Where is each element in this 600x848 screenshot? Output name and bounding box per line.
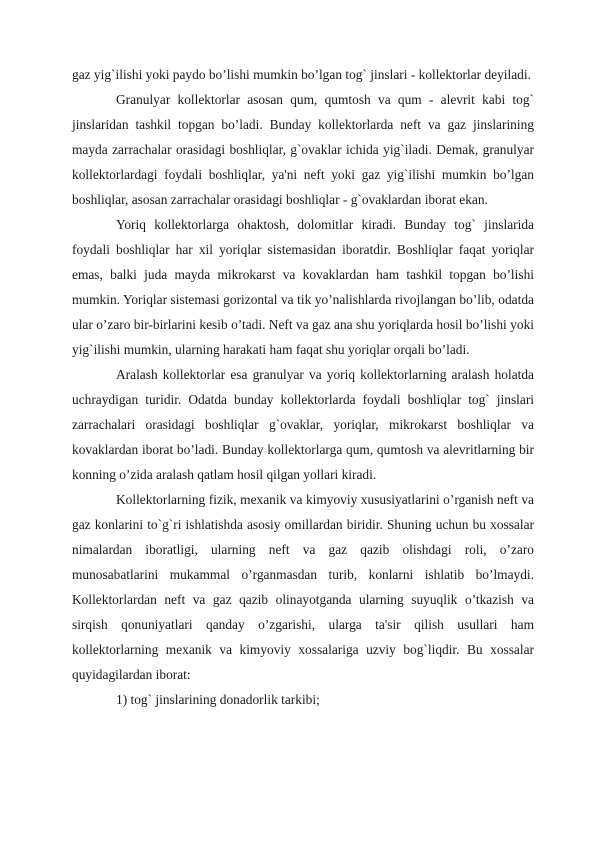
paragraph-granular-collectors: Granulyar kollektorlar asosan qum, qumtosh va qum - alevrit kabi tog` jinslaridan tashkil topgan bo’ladi. Bunday kollektorlarda neft va gaz jinslarining mayda zarrachalar orasidagi boshliqlar, g`ovaklar ichida yig`iladi. Demak, granulyar kollektorlardagi foydali boshliqlar, ya'ni neft yoki gaz yig`ilishi mumkin bo’lgan boshliqlar, asosan zarrachalar orasidagi boshliqlar - g`ovaklardan iborat ekan. [72,92,534,207]
paragraph-fracture-collectors: Yoriq kollektorlarga ohaktosh, dolomitlar kiradi. Bunday tog` jinslarida foydali boshliqlar har xil yoriqlar sistemasidan iboratdir. Boshliqlar faqat yoriqlar emas, balki juda mayda mikrokarst va kovaklardan ham tashkil topgan bo’lishi mumkin. Yoriqlar sistemasi gorizontal va tik yo’nalishlarda rivojlangan bo’lib, odatda ular o’zaro bir-birlarini kesib o’tadi. Neft va gaz ana shu yoriqlarda hosil bo’lishi yoki yig`ilishi mumkin, ularning harakati ham faqat shu yoriqlar orqali bo’ladi. [72,217,534,357]
document-page [72,62,534,712]
paragraph-mixed-collectors: Aralash kollektorlar esa granulyar va yoriq kollektorlarning aralash holatda uchraydigan turidir. Odatda bunday kollektorlarda foydali boshliqlar tog` jinslari zarrachalari orasidagi boshliqlar g`ovaklar, yoriqlar, mikrokarst boshliqlar va kovaklardan iborat bo’ladi. Bunday kollektorlarga qum, qumtosh va alevritlarning bir konning o’zida aralash qatlam hosil qilgan yollari kiradi. [72,367,534,482]
paragraph-continuation: gaz yig`ilishi yoki paydo bo’lishi mumkin bo’lgan tog` jinslari - kollektorlar deyiladi. [72,67,531,82]
paragraph-collector-properties: Kollektorlarning fizik, mexanik va kimyoviy xususiyatlarini o’rganish neft va gaz konlarini to`g`ri ishlatishda asosiy omillardan biridir. Shuning uchun bu xossalar nimalardan iboratligi, ularning neft va gaz qazib olishdagi roli, o’zaro munosabatlarini mukammal o’rganmasdan turib, konlarni ishlatib bo’lmaydi. Kollektorlardan neft va gaz qazib olinayotganda ularning suyuqlik o’tkazish va sirqish qonuniyatlari qanday o’zgarishi, ularga ta'sir qilish usullari ham kollektorlarning mexanik va kimyoviy xossalariga uzviy bog`liqdir. Bu xossalar quyidagilardan iborat: [72,492,534,682]
list-item: 1) tog` jinslarining donadorlik tarkibi; [116,692,320,707]
